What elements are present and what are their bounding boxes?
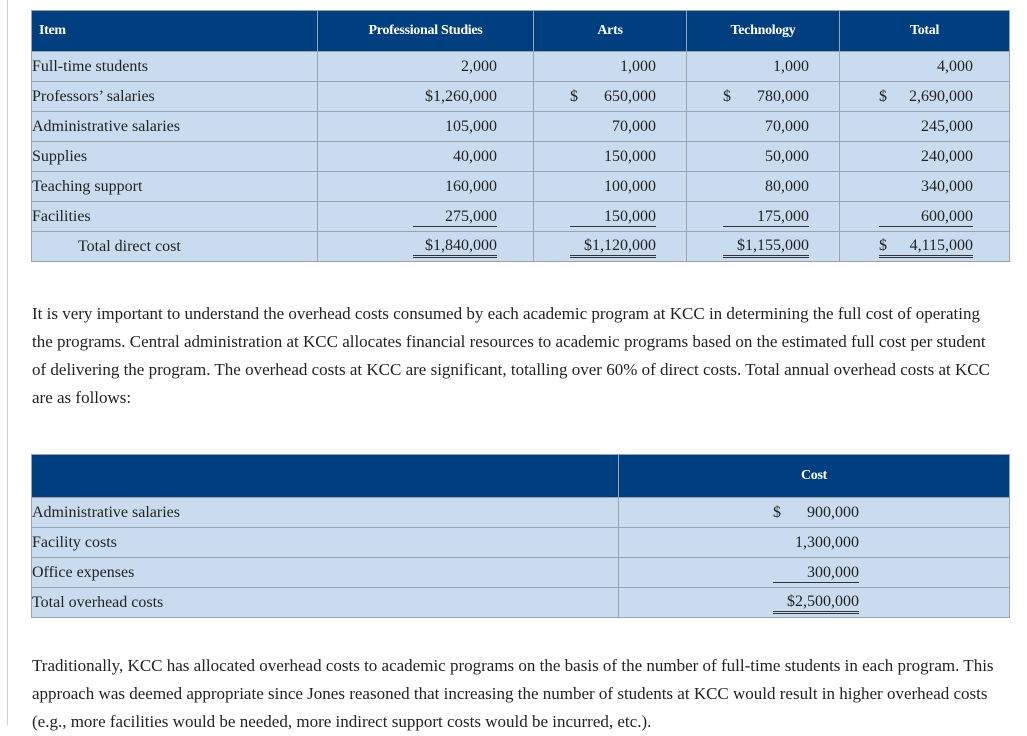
currency-symbol	[723, 236, 727, 255]
amount-box	[723, 117, 809, 136]
amount-value: 1,000	[620, 58, 656, 75]
currency-symbol	[773, 592, 777, 611]
amount-box	[879, 147, 973, 166]
amount-cell	[840, 142, 1010, 172]
amount-value: 1,300,000	[795, 534, 859, 551]
currency-symbol	[879, 177, 883, 196]
amount-cell	[840, 112, 1010, 142]
amount-cell	[534, 112, 687, 142]
amount-value: $1,155,000	[737, 236, 809, 254]
currency-symbol	[413, 236, 417, 255]
overhead-intro-paragraph: It is very important to understand the overhead costs consumed by each academic program at KCC in determining the full cost of operating the programs. Central administration at KCC allocates financial resources to academic programs based on the estimated full cost per student of delivering the program. The overhead costs at KCC are significant, totalling over 60% of direct costs. Total annual overhead costs at KCC are as follows:	[32, 304, 990, 407]
amount-box	[413, 207, 497, 227]
table-row	[32, 112, 1010, 142]
amount-box	[723, 87, 809, 106]
amount-value: 1,000	[773, 58, 809, 75]
amount-cell	[840, 202, 1010, 232]
amount-cell	[840, 172, 1010, 202]
header-item: Item	[32, 11, 318, 52]
amount-box	[570, 177, 656, 196]
amount-value: 80,000	[765, 178, 809, 195]
table-row	[32, 142, 1010, 172]
amount-cell	[840, 82, 1010, 112]
table-row	[32, 202, 1010, 232]
amount-cell	[534, 52, 687, 82]
amount-cell	[840, 232, 1010, 262]
amount-box	[413, 87, 497, 106]
amount-cell	[534, 202, 687, 232]
overhead-cost-table	[31, 454, 1010, 618]
amount-cell	[687, 142, 840, 172]
table-row	[32, 82, 1010, 112]
currency-symbol	[570, 147, 574, 166]
amount-box	[879, 236, 973, 258]
amount-box	[773, 563, 859, 583]
amount-cell	[318, 112, 534, 142]
amount-value: 340,000	[921, 178, 973, 195]
amount-cell	[687, 172, 840, 202]
amount-value: 40,000	[453, 148, 497, 165]
header-overhead-item	[32, 455, 619, 498]
amount-value: 245,000	[921, 118, 973, 135]
allocation-paragraph: Traditionally, KCC has allocated overhead costs to academic programs on the basis of the number of full-time students in each program. This approach was deemed appropriate since Jones reasoned that increasing the number of students at KCC would result in higher overhead costs (e.g., more facilities would be needed, more indirect support costs would be incurred, etc.).	[32, 656, 994, 731]
overhead-cost-table-body	[32, 498, 1010, 618]
table-row	[32, 528, 1010, 558]
amount-value: 650,000	[604, 88, 656, 105]
amount-cell	[687, 82, 840, 112]
currency-symbol	[723, 117, 727, 136]
amount-box	[879, 87, 973, 106]
row-label: Office expenses	[32, 558, 619, 588]
row-label: Administrative salaries	[32, 112, 318, 142]
amount-box	[413, 177, 497, 196]
currency-symbol	[879, 147, 883, 166]
currency-symbol	[570, 207, 574, 226]
currency-symbol	[413, 147, 417, 166]
currency-symbol	[723, 57, 727, 76]
currency-symbol	[570, 236, 574, 255]
currency-symbol	[879, 57, 883, 76]
amount-value: 2,000	[461, 58, 497, 75]
amount-box	[570, 207, 656, 227]
amount-value: $1,120,000	[584, 236, 656, 254]
amount-box	[570, 147, 656, 166]
amount-cell	[318, 172, 534, 202]
table-row	[32, 588, 1010, 618]
amount-value: 175,000	[757, 207, 809, 225]
amount-cell	[619, 498, 1010, 528]
currency-symbol	[413, 207, 417, 226]
header-cost: Cost	[619, 455, 1010, 498]
amount-value: 50,000	[765, 148, 809, 165]
row-label: Teaching support	[32, 172, 318, 202]
amount-cell	[318, 142, 534, 172]
row-label: Administrative salaries	[32, 498, 619, 528]
amount-box	[413, 57, 497, 76]
currency-symbol	[773, 563, 777, 582]
amount-cell	[687, 232, 840, 262]
amount-box	[773, 503, 859, 522]
amount-value: $2,500,000	[787, 592, 859, 610]
row-label: Supplies	[32, 142, 318, 172]
amount-value: 150,000	[604, 207, 656, 225]
header-technology: Technology	[687, 11, 840, 52]
amount-cell	[619, 528, 1010, 558]
amount-value: 900,000	[807, 504, 859, 521]
amount-box	[723, 207, 809, 227]
amount-cell	[318, 232, 534, 262]
amount-value: 105,000	[445, 118, 497, 135]
currency-symbol	[570, 117, 574, 136]
amount-box	[570, 57, 656, 76]
currency-symbol	[570, 177, 574, 196]
table-row	[32, 52, 1010, 82]
amount-cell	[687, 202, 840, 232]
amount-value: 4,000	[937, 58, 973, 75]
amount-value: 600,000	[921, 207, 973, 225]
row-label: Facility costs	[32, 528, 619, 558]
table-row	[32, 558, 1010, 588]
row-label: Professors’ salaries	[32, 82, 318, 112]
amount-value: 2,690,000	[909, 88, 973, 105]
direct-cost-table	[31, 10, 1010, 262]
header-arts: Arts	[534, 11, 687, 52]
amount-box	[879, 207, 973, 227]
currency-symbol	[723, 177, 727, 196]
amount-cell	[534, 82, 687, 112]
currency-symbol	[413, 177, 417, 196]
currency-symbol: $	[570, 88, 578, 105]
amount-value: 780,000	[757, 88, 809, 105]
currency-symbol	[773, 533, 777, 552]
amount-cell	[534, 232, 687, 262]
amount-value: 70,000	[612, 118, 656, 135]
amount-box	[773, 592, 859, 614]
currency-symbol	[570, 57, 574, 76]
currency-symbol: $	[723, 88, 731, 105]
currency-symbol	[413, 117, 417, 136]
overhead-header-row	[32, 455, 1010, 498]
amount-cell	[840, 52, 1010, 82]
amount-box	[570, 236, 656, 258]
amount-value: 4,115,000	[909, 236, 973, 254]
page-left-border	[7, 0, 8, 725]
amount-value: 70,000	[765, 118, 809, 135]
amount-box	[723, 57, 809, 76]
amount-box	[570, 117, 656, 136]
row-label: Total overhead costs	[32, 588, 619, 618]
currency-symbol: $	[879, 88, 887, 105]
amount-value: 150,000	[604, 148, 656, 165]
amount-cell	[318, 82, 534, 112]
amount-value: 160,000	[445, 178, 497, 195]
amount-box	[413, 147, 497, 166]
currency-symbol: $	[879, 236, 887, 254]
amount-box	[413, 236, 497, 258]
currency-symbol	[413, 87, 417, 106]
amount-box	[723, 177, 809, 196]
amount-box	[879, 117, 973, 136]
amount-cell	[534, 172, 687, 202]
amount-cell	[619, 558, 1010, 588]
table-row	[32, 232, 1010, 262]
amount-cell	[687, 112, 840, 142]
amount-value: $1,260,000	[425, 88, 497, 105]
amount-value: 240,000	[921, 148, 973, 165]
amount-box	[723, 147, 809, 166]
amount-box	[723, 236, 809, 258]
currency-symbol	[723, 207, 727, 226]
row-label: Facilities	[32, 202, 318, 232]
table-row	[32, 172, 1010, 202]
direct-cost-table-body	[32, 52, 1010, 262]
currency-symbol	[723, 147, 727, 166]
amount-box	[570, 87, 656, 106]
amount-box	[773, 533, 859, 552]
header-professional-studies: Professional Studies	[318, 11, 534, 52]
amount-box	[413, 117, 497, 136]
amount-cell	[687, 52, 840, 82]
currency-symbol	[879, 117, 883, 136]
amount-box	[879, 57, 973, 76]
row-label: Total direct cost	[32, 232, 318, 262]
direct-cost-header-row	[32, 11, 1010, 52]
amount-cell	[534, 142, 687, 172]
amount-value: 300,000	[807, 563, 859, 581]
header-total: Total	[840, 11, 1010, 52]
amount-value: $1,840,000	[425, 236, 497, 254]
currency-symbol	[879, 207, 883, 226]
currency-symbol	[413, 57, 417, 76]
amount-value: 100,000	[604, 178, 656, 195]
currency-symbol: $	[773, 504, 781, 521]
row-label: Full-time students	[32, 52, 318, 82]
amount-box	[879, 177, 973, 196]
amount-cell	[318, 52, 534, 82]
amount-cell	[318, 202, 534, 232]
amount-value: 275,000	[445, 207, 497, 225]
table-row	[32, 498, 1010, 528]
amount-cell	[619, 588, 1010, 618]
